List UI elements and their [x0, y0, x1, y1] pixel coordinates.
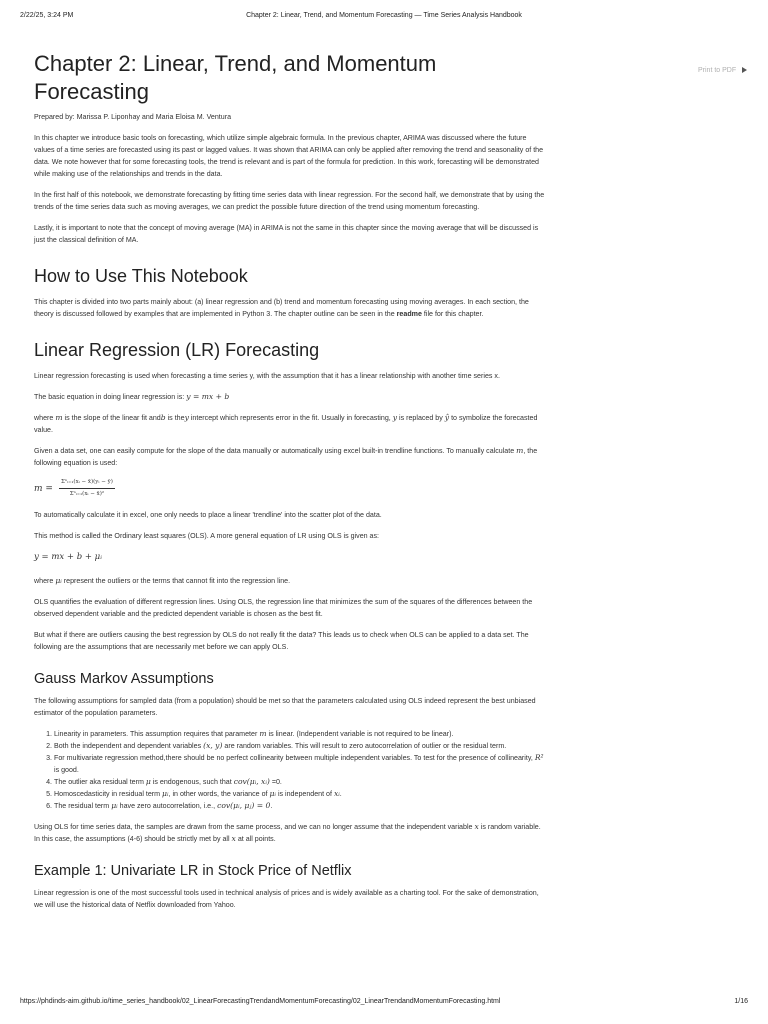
math-inline: μᵢ: [111, 801, 118, 810]
math-inline: μᵢ: [269, 789, 276, 798]
lr-paragraph-6: This method is called the Ordinary least squares (OLS). A more general equation of LR using OLS is given as:: [34, 532, 380, 540]
text-span: The outlier aka residual term: [54, 778, 144, 786]
math-inline: ŷ: [444, 413, 450, 422]
intro-paragraph-2: In the first half of this notebook, we demonstrate forecasting by fitting time series data with linear regression. For the second half, we demonstrate that by using the trends of the time series data such as moving averages, we can predict the possible future direction of the trend using momentum forecasting.: [34, 191, 545, 211]
math-inline: x: [474, 822, 479, 831]
text-span: The residual term: [54, 802, 110, 810]
list-item: [54, 752, 548, 776]
section-heading-gauss-markov: Gauss Markov Assumptions: [34, 671, 214, 687]
lr-paragraph-5: To automatically calculate it in excel, one only needs to place a linear 'trendline' into the scatter plot of the data.: [34, 511, 382, 519]
readme-link[interactable]: readme: [396, 310, 422, 318]
text-span: to symbolize the forecasted value.: [34, 414, 538, 434]
text-span: is replaced by: [399, 414, 443, 422]
math-inline: (x, y): [203, 741, 223, 750]
list-item: [54, 776, 548, 788]
print-footer: [20, 998, 748, 1010]
author-line: Prepared by: Marissa P. Liponhay and Maria Eloisa M. Ventura: [34, 113, 232, 121]
print-url: https://phdinds-aim.github.io/time_series_handbook/02_LinearForecastingTrendandMomentumForecasting/02_LinearTrendandMomentumForecasting.html: [20, 998, 501, 1005]
text-span: , in other words, the variance of: [168, 790, 268, 798]
lr-paragraph-2: [34, 391, 548, 403]
text-span: is independent of: [277, 790, 332, 798]
gm-paragraph-1: The following assumptions for sampled data (from a population) should be met so that the parameters calculated using OLS indeed represent the best unbiased estimator of the population parameters.: [34, 697, 536, 717]
math-inline: b: [160, 413, 166, 422]
text-span: , the following equation is used:: [34, 447, 538, 467]
text-span: The basic equation in doing linear regression is:: [34, 393, 185, 401]
math-inline: y = mx + b: [186, 392, 230, 401]
page-title: Chapter 2: Linear, Trend, and Momentum Forecasting: [34, 51, 437, 104]
math-inline: m: [259, 729, 267, 738]
print-header: [20, 12, 748, 24]
print-page-number: 1/16: [734, 998, 748, 1005]
slope-denominator: Σⁿᵢ₌₁(xᵢ − x̄)²: [69, 491, 105, 497]
math-inline: cov(μᵢ, μⱼ) = 0: [217, 801, 271, 810]
text-span: where: [34, 577, 54, 585]
text-span: Using OLS for time series data, the samples are drawn from the same process, and we can no longer assume that the independent variable: [34, 823, 473, 831]
lr-paragraph-9: But what if there are outliers causing the best regression by OLS do not really fit the data? This leads us to check when OLS can be applied to a data set. The following are the assumptions that are necessarily met before we can apply OLS.: [34, 631, 529, 651]
list-item: [54, 740, 548, 752]
slope-equation: [34, 478, 548, 499]
math-inline: cov(μᵢ, xᵢ): [233, 777, 270, 786]
math-inline: xᵢ: [333, 789, 340, 798]
math-inline: m: [516, 446, 524, 455]
text-span: Both the independent and dependent variables: [54, 742, 202, 750]
text-span: is random variable. In this case, the assumptions (4-6) should be strictly met by all: [34, 823, 541, 843]
math-inline: μ: [145, 777, 151, 786]
text-span: For multivariate regression method,there should be no perfect collinearity between multiple independent variables. To test for the presence of collinearity,: [54, 754, 533, 762]
lr-paragraph-3: [34, 412, 548, 436]
example-1-paragraph: Linear regression is one of the most successful tools used in technical analysis of prices and is widely available as a charting tool. For the sake of demonstration, we will use the historical data of Netflix downloaded from Yahoo.: [34, 889, 539, 909]
text-span: Given a data set, one can easily compute for the slope of the data manually or automatically using excel built-in trendline functions. To manually calculate: [34, 447, 515, 455]
math-inline: m: [55, 413, 63, 422]
text-span: is good.: [54, 766, 79, 774]
play-arrow-icon: [742, 67, 747, 73]
math-inline: μᵢ: [162, 789, 169, 798]
text-span: file for this chapter.: [423, 310, 484, 318]
list-item: [54, 728, 548, 740]
lr-paragraph-1: Linear regression forecasting is used when forecasting a time series y, with the assumption that it has a linear relationship with another time series x.: [34, 372, 500, 380]
section-heading-linear-regression: Linear Regression (LR) Forecasting: [34, 340, 320, 360]
text-span: .: [270, 802, 273, 810]
text-span: is endogenous, such that: [152, 778, 232, 786]
math-inline: R²: [534, 753, 544, 762]
text-span: Homoscedasticity in residual term: [54, 790, 161, 798]
gm-paragraph-2: [34, 821, 548, 845]
text-span: is the slope of the linear fit and: [64, 414, 161, 422]
lr-paragraph-8: OLS quantifies the evaluation of different regression lines. Using OLS, the regression line that minimizes the sum of the squares of the differences between the observed dependent variable and the predicted dependent variable is chosen as the best fit.: [34, 598, 533, 618]
text-span: Linearity in parameters. This assumption requires that parameter: [54, 730, 258, 738]
math-inline: μᵢ: [55, 576, 62, 585]
print-to-pdf-label: Print to PDF: [698, 67, 737, 74]
print-page-title: Chapter 2: Linear, Trend, and Momentum Forecasting — Time Series Analysis Handbook: [246, 12, 522, 19]
ols-equation: y = mx + b + μᵢ: [34, 552, 102, 562]
math-inline: y: [184, 413, 189, 422]
text-span: =0.: [271, 778, 282, 786]
slope-numerator: Σⁿᵢ₌₁(xᵢ − x̄)(yᵢ − ȳ): [59, 478, 115, 489]
text-span: represent the outliers or the terms that cannot fit into the regression line.: [63, 577, 291, 585]
lr-paragraph-7: [34, 575, 548, 587]
math-inline: y: [392, 413, 398, 422]
text-span: is linear. (Independent variable is not required to be linear).: [268, 730, 454, 738]
section-heading-example-1: Example 1: Univariate LR in Stock Price of Netflix: [34, 863, 352, 879]
math-inline: x: [231, 834, 236, 843]
intro-paragraph-1: In this chapter we introduce basic tools on forecasting, which utilize simple algebraic formula. In the previous chapter, ARIMA was discussed where the future values of a time series are forecasted using its past or lagged values. It was shown that ARIMA can only be applied after removing the trend and seasonality of the data. We note however that for some forecasting tools, the trend is relevant and is part of the formula for prediction. In this work, forecasting will be demonstrated while making use of the relationships and trends in the data.: [34, 134, 544, 178]
text-span: have zero autocorrelation, i.e.,: [119, 802, 216, 810]
list-item: 5. Homoscedasticity in residual term μᵢ, in other words, the variance of μᵢ is independent of xᵢ.: [54, 788, 548, 800]
slope-fraction: [59, 478, 115, 499]
intro-paragraph-3: Lastly, it is important to note that the concept of moving average (MA) in ARIMA is not the same in this chapter since the moving average that will be discussed is just the classical definition of MA.: [34, 224, 539, 244]
text-span: intercept which represents error in the fit. Usually in forecasting,: [190, 414, 391, 422]
lr-paragraph-4: [34, 445, 548, 469]
text-span: at all points.: [237, 835, 276, 843]
print-to-pdf-button[interactable]: [698, 67, 747, 74]
text-span: is the: [167, 414, 185, 422]
text-span: are random variables. This will result to zero autocorrelation of outlier or the residual term.: [224, 742, 507, 750]
how-paragraph: [34, 296, 548, 320]
gauss-markov-list: [34, 728, 548, 812]
article-content: [34, 50, 548, 920]
section-heading-how-to-use: How to Use This Notebook: [34, 266, 248, 286]
print-datetime: 2/22/25, 3:24 PM: [20, 12, 74, 19]
text-span: This chapter is divided into two parts mainly about: (a) linear regression and (b) trend and momentum forecasting using moving averages. In each section, the theory is discussed followed by examples that are implemented in Python 3. The chapter outline can be seen in the: [34, 298, 529, 318]
slope-equation-lhs: m =: [34, 483, 53, 494]
text-span: where: [34, 414, 54, 422]
list-item: [54, 800, 548, 812]
